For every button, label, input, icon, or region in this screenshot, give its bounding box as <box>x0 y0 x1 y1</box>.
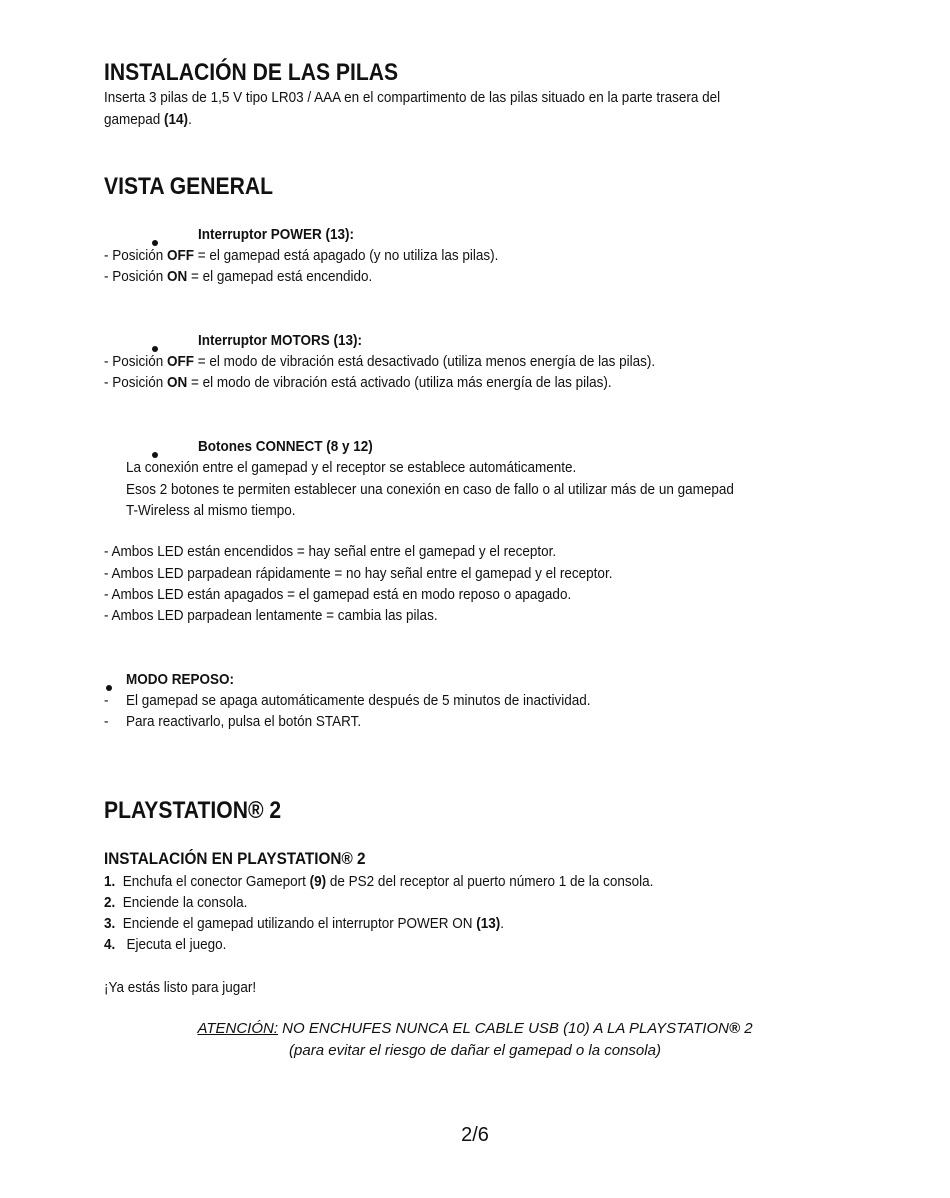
power-off-key: OFF <box>167 247 195 264</box>
motors-off-key: OFF <box>167 353 195 370</box>
warning-registered-mark: ® <box>728 1020 741 1037</box>
battery-ref: (14) <box>164 111 189 128</box>
battery-text-line-1: Inserta 3 pilas de 1,5 V tipo LR03 / AAA en el compartimento de las pilas situado en la parte trasera del <box>104 89 721 106</box>
power-switch-heading: Interruptor POWER (13): <box>198 226 355 243</box>
led-status-line: - Ambos LED parpadean rápidamente = no hay señal entre el gamepad y el receptor. <box>104 565 613 582</box>
warning-label: ATENCIÓN: <box>197 1020 279 1037</box>
sleep-mode-heading: MODO REPOSO: <box>126 671 235 688</box>
ps2-step <box>104 894 247 911</box>
battery-text-post: . <box>188 111 192 128</box>
ps2-step <box>104 936 226 953</box>
motors-off-line <box>104 353 655 370</box>
motors-off-pre: - Posición <box>104 353 168 370</box>
step-number: 1. <box>104 873 116 890</box>
warning-subline: (para evitar el riesgo de dañar el gamepad o la consola) <box>289 1042 661 1059</box>
dash-marker: - <box>104 692 109 709</box>
battery-section-title: INSTALACIÓN DE LAS PILAS <box>104 59 399 86</box>
power-on-pre: - Posición <box>104 268 168 285</box>
motors-on-key: ON <box>167 374 188 391</box>
power-on-key: ON <box>167 268 188 285</box>
warning-text-end: 2 <box>740 1020 753 1037</box>
motors-on-text: = el modo de vibración está activado (utiliza más energía de las pilas). <box>187 374 612 391</box>
step-number: 4. <box>104 936 116 953</box>
connect-buttons-heading: Botones CONNECT (8 y 12) <box>198 438 373 455</box>
sleep-mode-item: El gamepad se apaga automáticamente después de 5 minutos de inactividad. <box>126 692 591 709</box>
step-number: 2. <box>104 894 116 911</box>
connect-text-line: T-Wireless al mismo tiempo. <box>126 502 296 519</box>
ps2-section-title: PLAYSTATION® 2 <box>104 797 282 824</box>
overview-section-title: VISTA GENERAL <box>104 173 273 200</box>
sleep-mode-item: Para reactivarlo, pulsa el botón START. <box>126 713 362 730</box>
step-text: Enchufa el conector Gameport <box>122 873 310 890</box>
power-on-line <box>104 268 372 285</box>
ps2-install-subtitle: INSTALACIÓN EN PLAYSTATION® 2 <box>104 849 366 868</box>
step-ref: (9) <box>309 873 327 890</box>
step-text: Ejecuta el juego. <box>126 936 227 953</box>
step-text-post: de PS2 del receptor al puerto número 1 de la consola. <box>326 873 654 890</box>
led-status-line: - Ambos LED están apagados = el gamepad está en modo reposo o apagado. <box>104 586 572 603</box>
connect-text-line: Esos 2 botones te permiten establecer una conexión en caso de fallo o al utilizar más de un gamepad <box>126 481 734 498</box>
motors-off-text: = el modo de vibración está desactivado (utiliza menos energía de las pilas). <box>194 353 656 370</box>
motors-switch-heading: Interruptor MOTORS (13): <box>198 332 363 349</box>
ps2-step <box>104 873 653 890</box>
power-off-line <box>104 247 498 264</box>
step-ref: (13) <box>476 915 501 932</box>
step-text: Enciende la consola. <box>122 894 248 911</box>
page-number: 2/6 <box>461 1124 489 1146</box>
motors-on-pre: - Posición <box>104 374 168 391</box>
connect-text-line: La conexión entre el gamepad y el receptor se establece automáticamente. <box>126 459 577 476</box>
power-off-text: = el gamepad está apagado (y no utiliza las pilas). <box>194 247 499 264</box>
power-off-pre: - Posición <box>104 247 168 264</box>
step-text: Enciende el gamepad utilizando el interruptor POWER ON <box>122 915 477 932</box>
warning-line <box>0 1020 950 1037</box>
step-text-post: . <box>500 915 504 932</box>
dash-marker: - <box>104 713 109 730</box>
warning-text: NO ENCHUFES NUNCA EL CABLE USB (10) A LA PLAYSTATION <box>278 1020 729 1037</box>
ready-to-play-text: ¡Ya estás listo para jugar! <box>104 979 257 996</box>
motors-on-line <box>104 374 612 391</box>
battery-text-pre: gamepad <box>104 111 165 128</box>
led-status-line: - Ambos LED parpadean lentamente = cambia las pilas. <box>104 607 438 624</box>
step-number: 3. <box>104 915 116 932</box>
power-on-text: = el gamepad está encendido. <box>187 268 373 285</box>
ps2-step <box>104 915 504 932</box>
led-status-line: - Ambos LED están encendidos = hay señal entre el gamepad y el receptor. <box>104 543 557 560</box>
battery-text-line-2 <box>104 111 192 128</box>
